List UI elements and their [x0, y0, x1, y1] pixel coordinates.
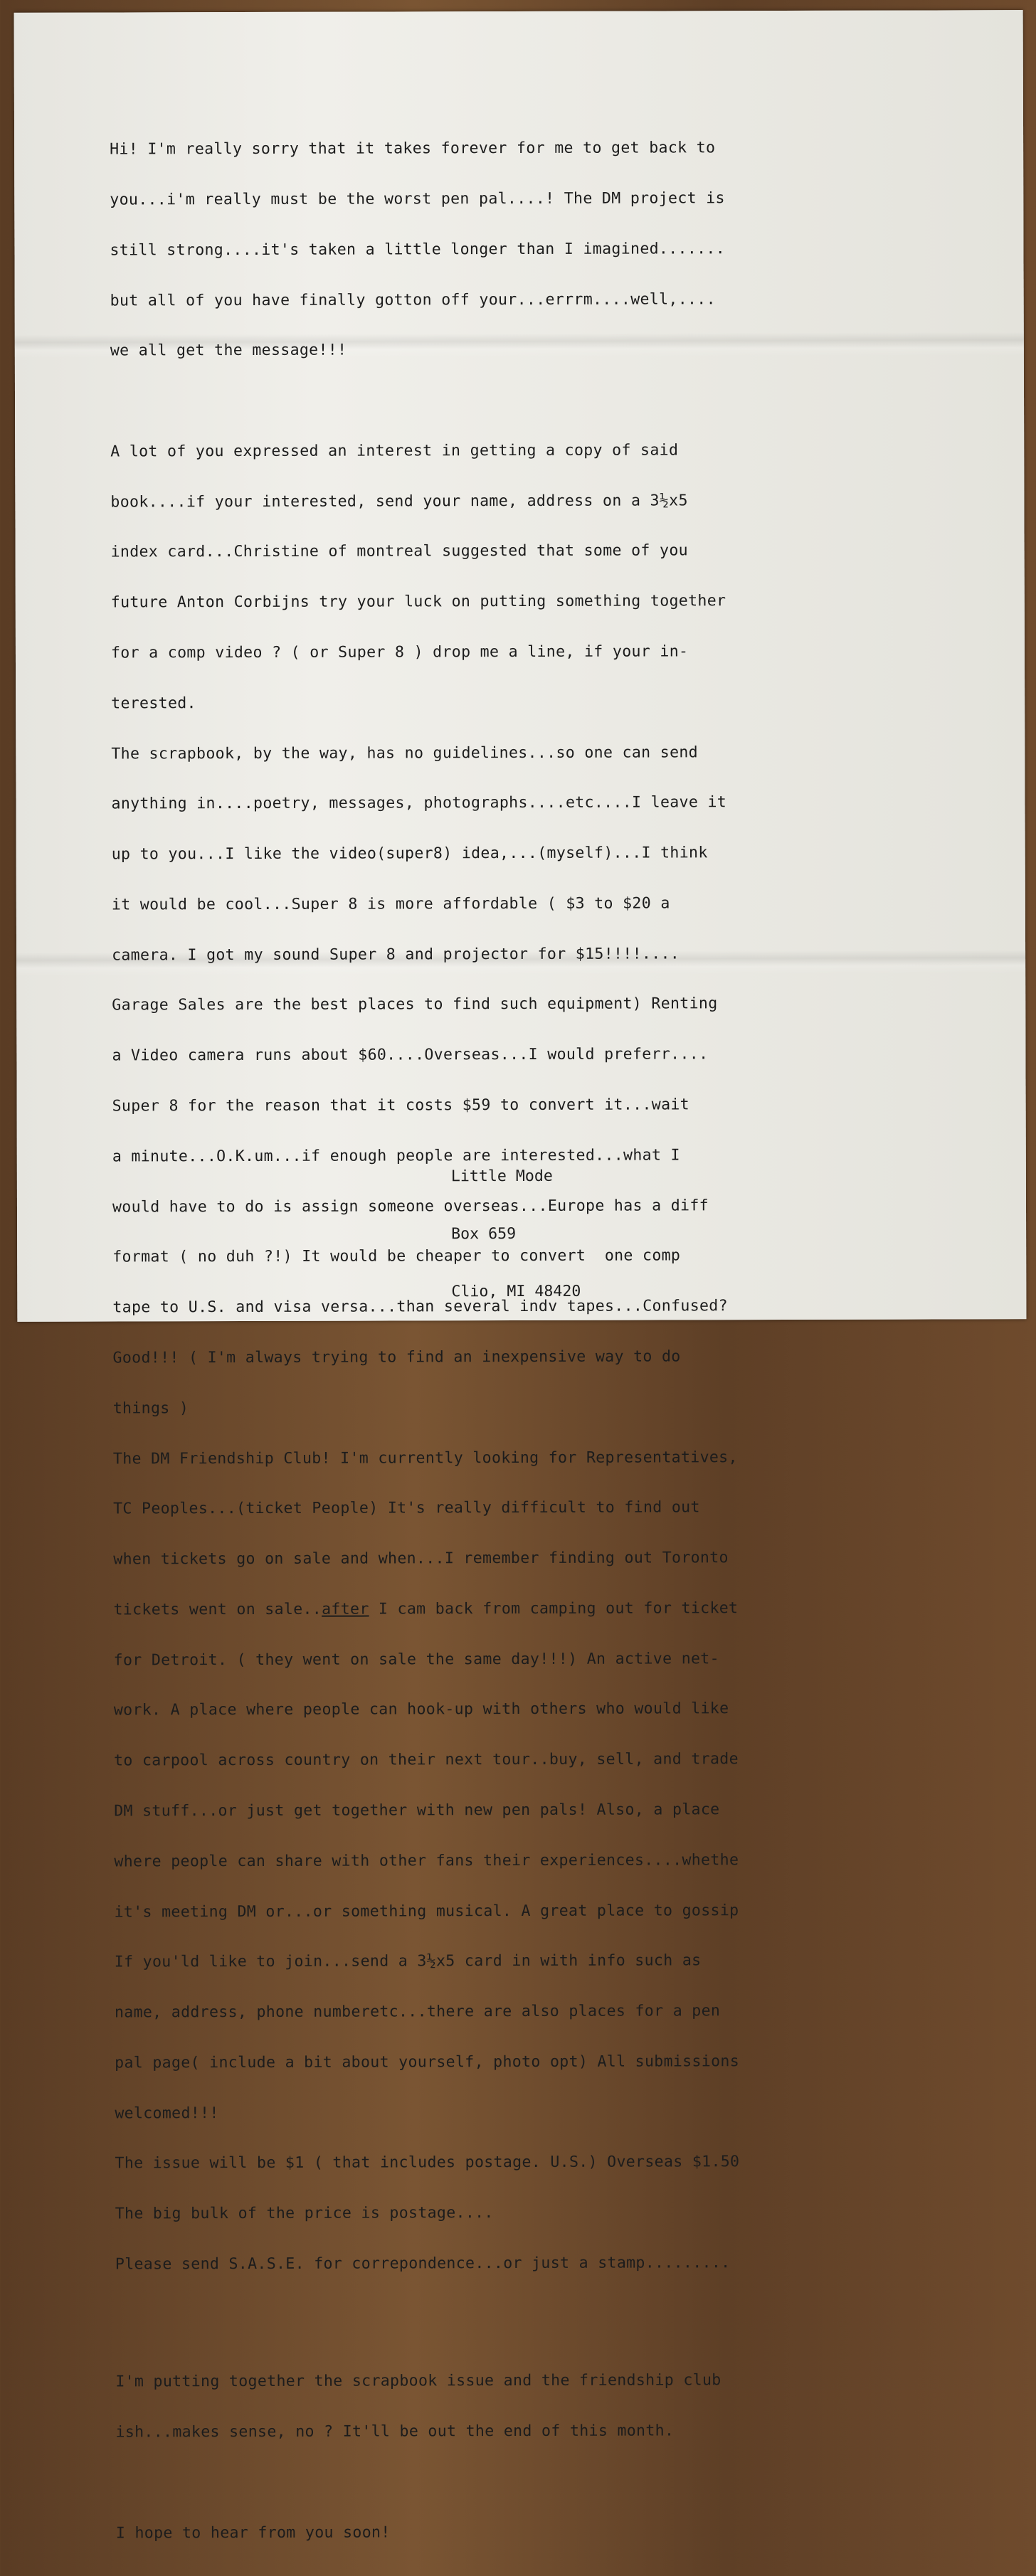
text-line: a Video camera runs about $60....Overseas...I would preferr....: [112, 1045, 709, 1065]
signature-address-block: [451, 1128, 581, 1340]
text-line: but all of you have finally gotton off your...errrm....well,....: [110, 290, 716, 310]
text-line: we all get the message!!!: [110, 341, 347, 360]
text-line: terested.: [111, 694, 196, 713]
text-line: Hi! I'm really sorry that it takes forever for me to get back to: [110, 139, 716, 159]
paragraph-greeting: [110, 105, 1007, 393]
text-fragment: I cam back from camping out for ticket: [369, 1599, 739, 1618]
text-line: welcomed!!!: [115, 2104, 219, 2123]
text-line: for a comp video ? ( or Super 8 ) drop me a line, if your in-: [110, 642, 689, 662]
text-line: where people can share with other fans their experiences....whethe: [114, 1850, 739, 1871]
text-line: The issue will be $1 ( that includes postage. U.S.) Overseas $1.50: [115, 2153, 740, 2173]
text-line: anything in....poetry, messages, photographs....etc....I leave it: [111, 793, 727, 813]
text-line: would have to do is assign someone overseas...Europe has a diff: [112, 1196, 709, 1217]
text-line: to carpool across country on their next tour..buy, sell, and trade: [113, 1750, 739, 1770]
text-line: Please send S.A.S.E. for correpondence...or just a stamp.........: [115, 2254, 731, 2274]
paragraph-gap: [115, 2304, 1012, 2323]
text-line: ish...makes sense, no ? It'll be out the end of this month.: [115, 2422, 675, 2442]
text-line: things ): [112, 1399, 189, 1418]
text-line: A lot of you expressed an interest in getting a copy of said: [110, 441, 679, 461]
text-line: Garage Sales are the best places to find such equipment) Renting: [112, 995, 718, 1014]
text-line: TC Peoples...(ticket People) It's really difficult to find out: [113, 1498, 700, 1518]
paragraph-gap: [115, 2321, 1012, 2341]
text-line: pal page( include a bit about yourself, photo opt) All submissions: [115, 2052, 740, 2072]
text-line: The DM Friendship Club! I'm currently looking for Representatives,: [112, 1448, 738, 1468]
text-line: format ( no duh ?!) It would be cheaper to convert one comp: [112, 1246, 681, 1266]
paper-sheet: [14, 10, 1027, 2542]
paragraph-gap: [116, 2472, 1013, 2491]
text-line: The scrapbook, by the way, has no guidelines...so one can send: [111, 743, 698, 763]
paragraph-scrapbook: [115, 2338, 1012, 2474]
paragraph-closing: [116, 2489, 1013, 2575]
text-line: it would be cool...Super 8 is more affordable ( $3 to $20 a: [111, 894, 670, 914]
text-line: tape to U.S. and visa versa...than several indv tapes...Confused?: [112, 1297, 728, 1317]
letter-body: [110, 105, 1013, 2575]
underlined-word: after: [322, 1600, 369, 1618]
text-line: it's meeting DM or...or something musical. A great place to gossip: [114, 1901, 739, 1922]
text-line: future Anton Corbijns try your luck on putting something together: [110, 592, 726, 612]
text-line: camera. I got my sound Super 8 and projector for $15!!!!....: [112, 945, 680, 965]
text-line: still strong....it's taken a little longer than I imagined.......: [110, 239, 726, 260]
text-line: DM stuff...or just get together with new pen pals! Also, a place: [114, 1801, 720, 1820]
text-line: a minute...O.K.um...if enough people are interested...what I: [112, 1146, 680, 1166]
text-line: The big bulk of the price is postage....: [115, 2204, 494, 2223]
text-line: book....if your interested, send your name, address on a 3½x5: [110, 492, 688, 512]
text-line: for Detroit. ( they went on sale the same day!!!) An active net-: [113, 1649, 719, 1670]
text-line: work. A place where people can hook-up with others who would like: [113, 1700, 729, 1719]
text-line: Super 8 for the reason that it costs $59 to convert it...wait: [112, 1096, 689, 1115]
text-fragment: tickets went on sale..: [113, 1600, 322, 1619]
text-line: name, address, phone numberetc...there are also places for a pen: [114, 2002, 721, 2022]
text-line: I hope to hear from you soon!: [115, 2523, 391, 2542]
text-line: when tickets go on sale and when...I remember finding out Toronto: [113, 1549, 729, 1569]
signature-box: Box 659: [451, 1225, 517, 1244]
text-line: index card...Christine of montreal suggested that some of you: [110, 541, 688, 561]
text-line-underlined: [113, 1599, 1010, 1618]
text-line: you...i'm really must be the worst pen pal....! The DM project is: [110, 189, 725, 209]
paragraph-main: [110, 408, 1012, 2306]
text-line: Good!!! ( I'm always trying to find an inexpensive way to do: [112, 1347, 681, 1367]
paragraph-gap: [110, 391, 1007, 410]
text-line: If you'ld like to join...send a 3½x5 card in with info such as: [114, 1951, 702, 1971]
text-line: up to you...I like the video(super8) idea,...(myself)...I think: [111, 844, 708, 864]
signature-name: Little Mode: [450, 1167, 553, 1186]
text-line: I'm putting together the scrapbook issue and the friendship club: [115, 2371, 722, 2391]
signature-city: Clio, MI 48420: [451, 1282, 581, 1301]
